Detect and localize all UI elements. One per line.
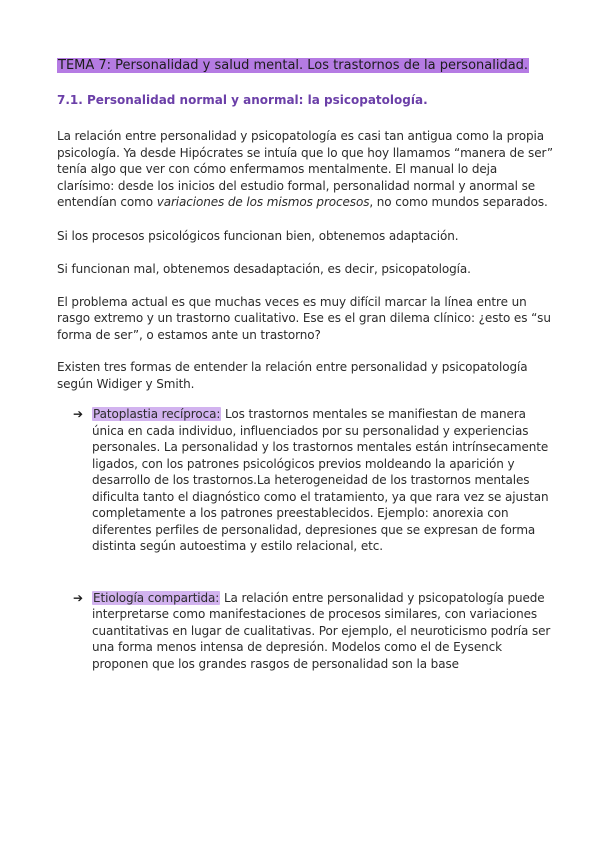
document-page: [57, 56, 557, 672]
arrow-right-icon: ➔: [73, 590, 84, 605]
document-title: [57, 56, 557, 76]
list-item: [57, 590, 557, 673]
list-item: [57, 406, 557, 555]
list-item-body: Los trastornos mentales se manifiestan de manera única en cada individuo, influenciados por su personalidad y experiencias personales. La personalidad y los trastornos mentales están intrínsecamente ligados, con los patrones psicológicos previos moldeando la aparición y desarrollo de los trastornos.La heterogeneidad de los trastornos mentales dificulta tanto el diagnóstico como el tratamiento, ya que rara vez se ajustan completamente a los patrones preestablecidos. Ejemplo: anorexia con diferentes perfiles de personalidad, depresiones que se expresan de forma distinta según autoestima y estilo relacional, etc.: [92, 407, 549, 553]
list-item-text: [92, 590, 557, 673]
term-highlight: Etiología compartida:: [93, 590, 220, 605]
paragraph-dilemma: El problema actual es que muchas veces es muy difícil marcar la línea entre un rasgo extremo y un trastorno cualitativo. Ese es el gran dilema clínico: ¿esto es “su forma de ser”, o estamos ante un trastorno?: [57, 294, 551, 342]
list-item-body: La relación entre personalidad y psicopatología puede interpretarse como manifestaciones de procesos similares, con variaciones cuantitativas en lugar de cualitativas. Por ejemplo, el neuroticismo podría ser una forma menos intensa de depresión. Modelos como el de Eysenck proponen que los grandes rasgos de personalidad son la base: [92, 590, 551, 671]
paragraph-intro-end: , no como mundos separados.: [369, 195, 548, 209]
title-highlight: TEMA 7: Personalidad y salud mental. Los trastornos de la personalidad.: [58, 58, 529, 73]
list-item-text: [92, 406, 557, 555]
paragraph-intro-emphasis: variaciones de los mismos procesos: [156, 195, 370, 209]
paragraph-intro: [57, 128, 557, 211]
term-highlight: Patoplastia recíproca:: [93, 407, 221, 421]
paragraph-adaptation: Si los procesos psicológicos funcionan bien, obtenemos adaptación.: [57, 228, 459, 243]
paragraph-intro-text: La relación entre personalidad y psicopatología es casi tan antigua como la propia psicología. Ya desde Hipócrates se intuía que lo que hoy llamamos “manera de ser” tenía algo que ver con cómo enfermamos mentalmente. El manual lo deja clarísimo: desde los inicios del estudio formal, personalidad normal y anormal se entendían como: [57, 129, 553, 209]
paragraph-three-forms: Existen tres formas de entender la relación entre personalidad y psicopatología según Widiger y Smith.: [57, 360, 528, 391]
bullet-list: [57, 406, 557, 672]
arrow-right-icon: ➔: [73, 407, 84, 421]
section-heading: 7.1. Personalidad normal y anormal: la psicopatología.: [57, 93, 428, 107]
paragraph-maladaptation: Si funcionan mal, obtenemos desadaptación, es decir, psicopatología.: [57, 262, 471, 276]
